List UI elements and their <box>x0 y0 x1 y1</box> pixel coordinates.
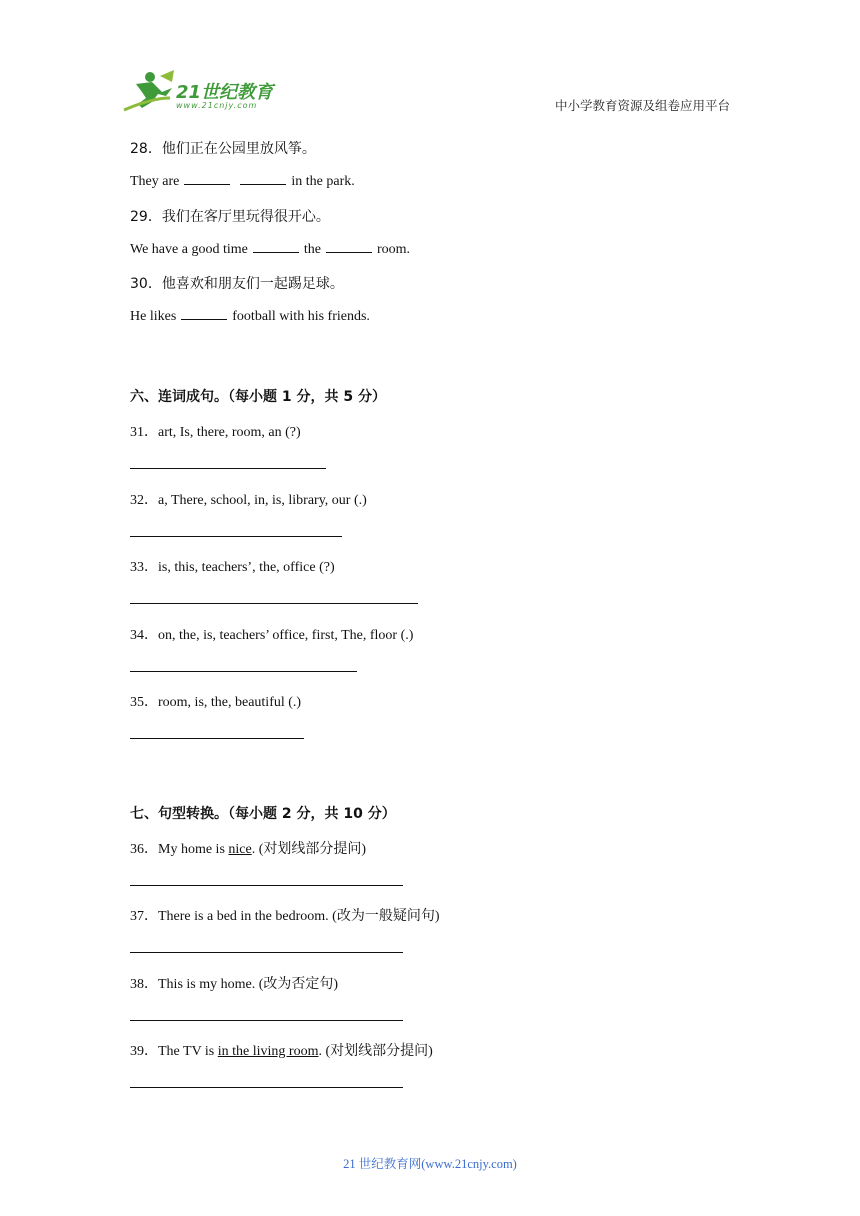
sentence-text: We have a good time <box>130 242 248 257</box>
underlined-text: in the living room <box>217 1044 319 1059</box>
platform-name: 中小学教育资源及组卷应用平台 <box>554 98 730 113</box>
answer-line[interactable] <box>130 738 304 739</box>
answer-line[interactable] <box>130 603 418 604</box>
answer-line[interactable] <box>130 671 357 672</box>
answer-line[interactable] <box>130 536 342 537</box>
question-29: 29．我们在客厅里玩得很开心。 <box>130 209 330 225</box>
question-33: 33．is, this, teachers’, the, office (?) <box>130 560 335 575</box>
section-6-title: 六、连词成句。（每小题 1 分，共 5 分） <box>130 389 386 405</box>
question-text: 36．My home is <box>130 842 229 857</box>
fill-blank[interactable] <box>240 173 286 185</box>
question-instruction: . (对划线部分提问) <box>251 842 367 857</box>
footer-link[interactable]: 21 世纪教育网(www.21cnjy.com) <box>343 1157 517 1171</box>
question-29-sentence <box>130 241 410 258</box>
fill-blank[interactable] <box>326 241 372 253</box>
logo <box>122 68 292 114</box>
question-38: 38．This is my home. (改为否定句) <box>130 977 339 992</box>
question-34: 34．on, the, is, teachers’ office, first, The, floor (.) <box>130 628 414 643</box>
section-7-title: 七、句型转换。（每小题 2 分，共 10 分） <box>130 806 396 822</box>
answer-line[interactable] <box>130 1020 403 1021</box>
question-39 <box>130 1040 433 1060</box>
answer-line[interactable] <box>130 1087 403 1088</box>
question-30: 30．他喜欢和朋友们一起踢足球。 <box>130 276 344 292</box>
question-35: 35．room, is, the, beautiful (.) <box>130 695 302 710</box>
logo-url: www.21cnjy.com <box>176 101 258 110</box>
answer-line[interactable] <box>130 885 403 886</box>
answer-line[interactable] <box>130 468 326 469</box>
fill-blank[interactable] <box>253 241 299 253</box>
question-36 <box>130 838 366 858</box>
fill-blank[interactable] <box>181 308 227 320</box>
question-30-sentence <box>130 308 370 325</box>
sentence-text: football with his friends. <box>232 309 370 324</box>
sentence-text: They are <box>130 174 180 189</box>
question-32: 32．a, There, school, in, is, library, our (.) <box>130 493 367 508</box>
underlined-text: nice <box>228 842 252 857</box>
sentence-text: the <box>303 242 321 257</box>
sentence-text: He likes <box>130 309 177 324</box>
answer-line[interactable] <box>130 952 403 953</box>
question-37: 37．There is a bed in the bedroom. (改为一般疑问句) <box>130 909 440 924</box>
sentence-text: room. <box>376 242 411 257</box>
question-text: 39．The TV is <box>130 1044 218 1059</box>
fill-blank[interactable] <box>184 173 230 185</box>
sentence-text: in the park. <box>291 174 355 189</box>
question-31: 31．art, Is, there, room, an (?) <box>130 425 301 440</box>
question-instruction: . (对划线部分提问) <box>318 1044 433 1059</box>
question-28-sentence <box>130 173 355 190</box>
logo-text: 21世纪教育 <box>176 82 274 103</box>
question-28: 28．他们正在公园里放风筝。 <box>130 141 316 157</box>
